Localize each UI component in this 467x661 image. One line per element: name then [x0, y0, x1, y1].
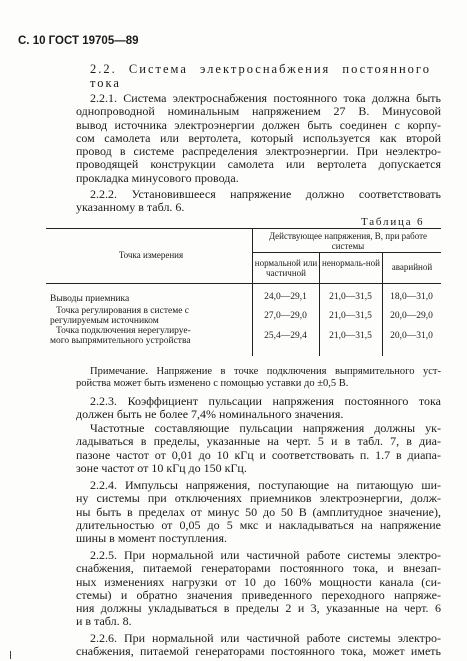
scan-mark — [10, 651, 11, 659]
paragraph-2-2-6: 2.2.6. При нормальной или частичной работе системы электро- снабжения, питаемой генераторами постоянного тока, может иметь — [76, 631, 441, 659]
table-row-label: мого выпрямительного устройства — [50, 336, 191, 346]
table-cell: 27,0—29,0 — [264, 311, 307, 321]
table-cell: 20,0—29,0 — [390, 311, 433, 321]
table-row-label: Точка регулирования в системе с — [56, 306, 190, 316]
page-header: С. 10 ГОСТ 19705—89 — [18, 35, 139, 47]
table-cell: 25,4—29,4 — [264, 331, 307, 341]
col-header-measure-point: Точка измерения — [118, 250, 184, 260]
table-cell: 21,0—31,5 — [329, 292, 372, 302]
col-header-group: Действующее напряжения, В, при работе системы — [268, 231, 428, 251]
col-header-emergency: аварийной — [391, 262, 433, 272]
table-cell: 21,0—31,5 — [329, 311, 372, 321]
table-cell: 20,0—31,0 — [390, 331, 433, 341]
table-title: Таблица 6 — [361, 216, 425, 228]
col-header-normal: нормальной или частичной — [254, 258, 318, 278]
paragraph-2-2-4: 2.2.4. Импульсы напряжения, поступающие на питающую ши- ну системы при отключениях приемников электроэнергии, долж- ны быть в пределах от минус 50 до 50 В (амплитудное значение), длительностью от 0,05 до 5 мкс и накладываться на напряжение шины в момент поступления. — [76, 478, 441, 546]
section-title: 2.2. Система электроснабжения постоянного тока — [90, 62, 431, 90]
col-header-abnormal: ненормаль-ной — [322, 258, 380, 268]
table-row-label: Выводы приемника — [50, 294, 130, 304]
paragraph-2-2-3: 2.2.3. Коэффициент пульсации напряжения постоянного тока должен быть не более 7,4% номинального значения. — [76, 394, 441, 422]
table-cell: 18,0—31,0 — [390, 292, 433, 302]
table-cell: 21,0—31,5 — [329, 331, 372, 341]
table-note: Примечание. Напряжение в точке подключения выпрямительного уст- ройства может быть изменено с помощью уставки до ±0,5 В. — [76, 366, 441, 389]
paragraph-2-2-2: 2.2.2. Установившееся напряжение должно соответствовать указанному в табл. 6. — [76, 187, 441, 215]
table-row-label: регулируемым источником — [50, 316, 159, 326]
table-cell: 24,0—29,1 — [264, 292, 307, 302]
paragraph-2-2-1: 2.2.1. Система электроснабжения постоянного тока должна быть однопроводной номинальным напряжением 27 В. Минусовой вывод источника электроэнергии должен быть соединен с корпу- сом самолета или вертолета, который используется как второй провод в системе распределения электроэнергии. При неэлектро- проводящей конструкции самолета или вертолета допускается прокладка минусового провода. — [76, 91, 441, 185]
table-row-label: Точка подключения нерегулируе- — [56, 326, 191, 336]
paragraph-frequency: Частотные составляющие пульсации напряжения должны ук- ладываться в пределы, указанные на черт. 5 и в табл. 7, в диа- пазоне частот от 0,01 до 10 кГц и соответствовать п. 1.7 в диапа- зоне частот от 10 кГц до 150 кГц. — [76, 421, 441, 475]
table-6 — [46, 228, 441, 358]
paragraph-2-2-5: 2.2.5. При нормальной или частичной работе системы электро- снабжения, питаемой генераторами постоянного тока, и внезап- ных изменениях нагрузки от 10 до 160% мощности канала (си- стемы) и обратно значения приведенного переходного напряже- ния должны укладываться в пределы 2 и 3, указанные на черт. 6 и в табл. 8. — [76, 548, 441, 629]
